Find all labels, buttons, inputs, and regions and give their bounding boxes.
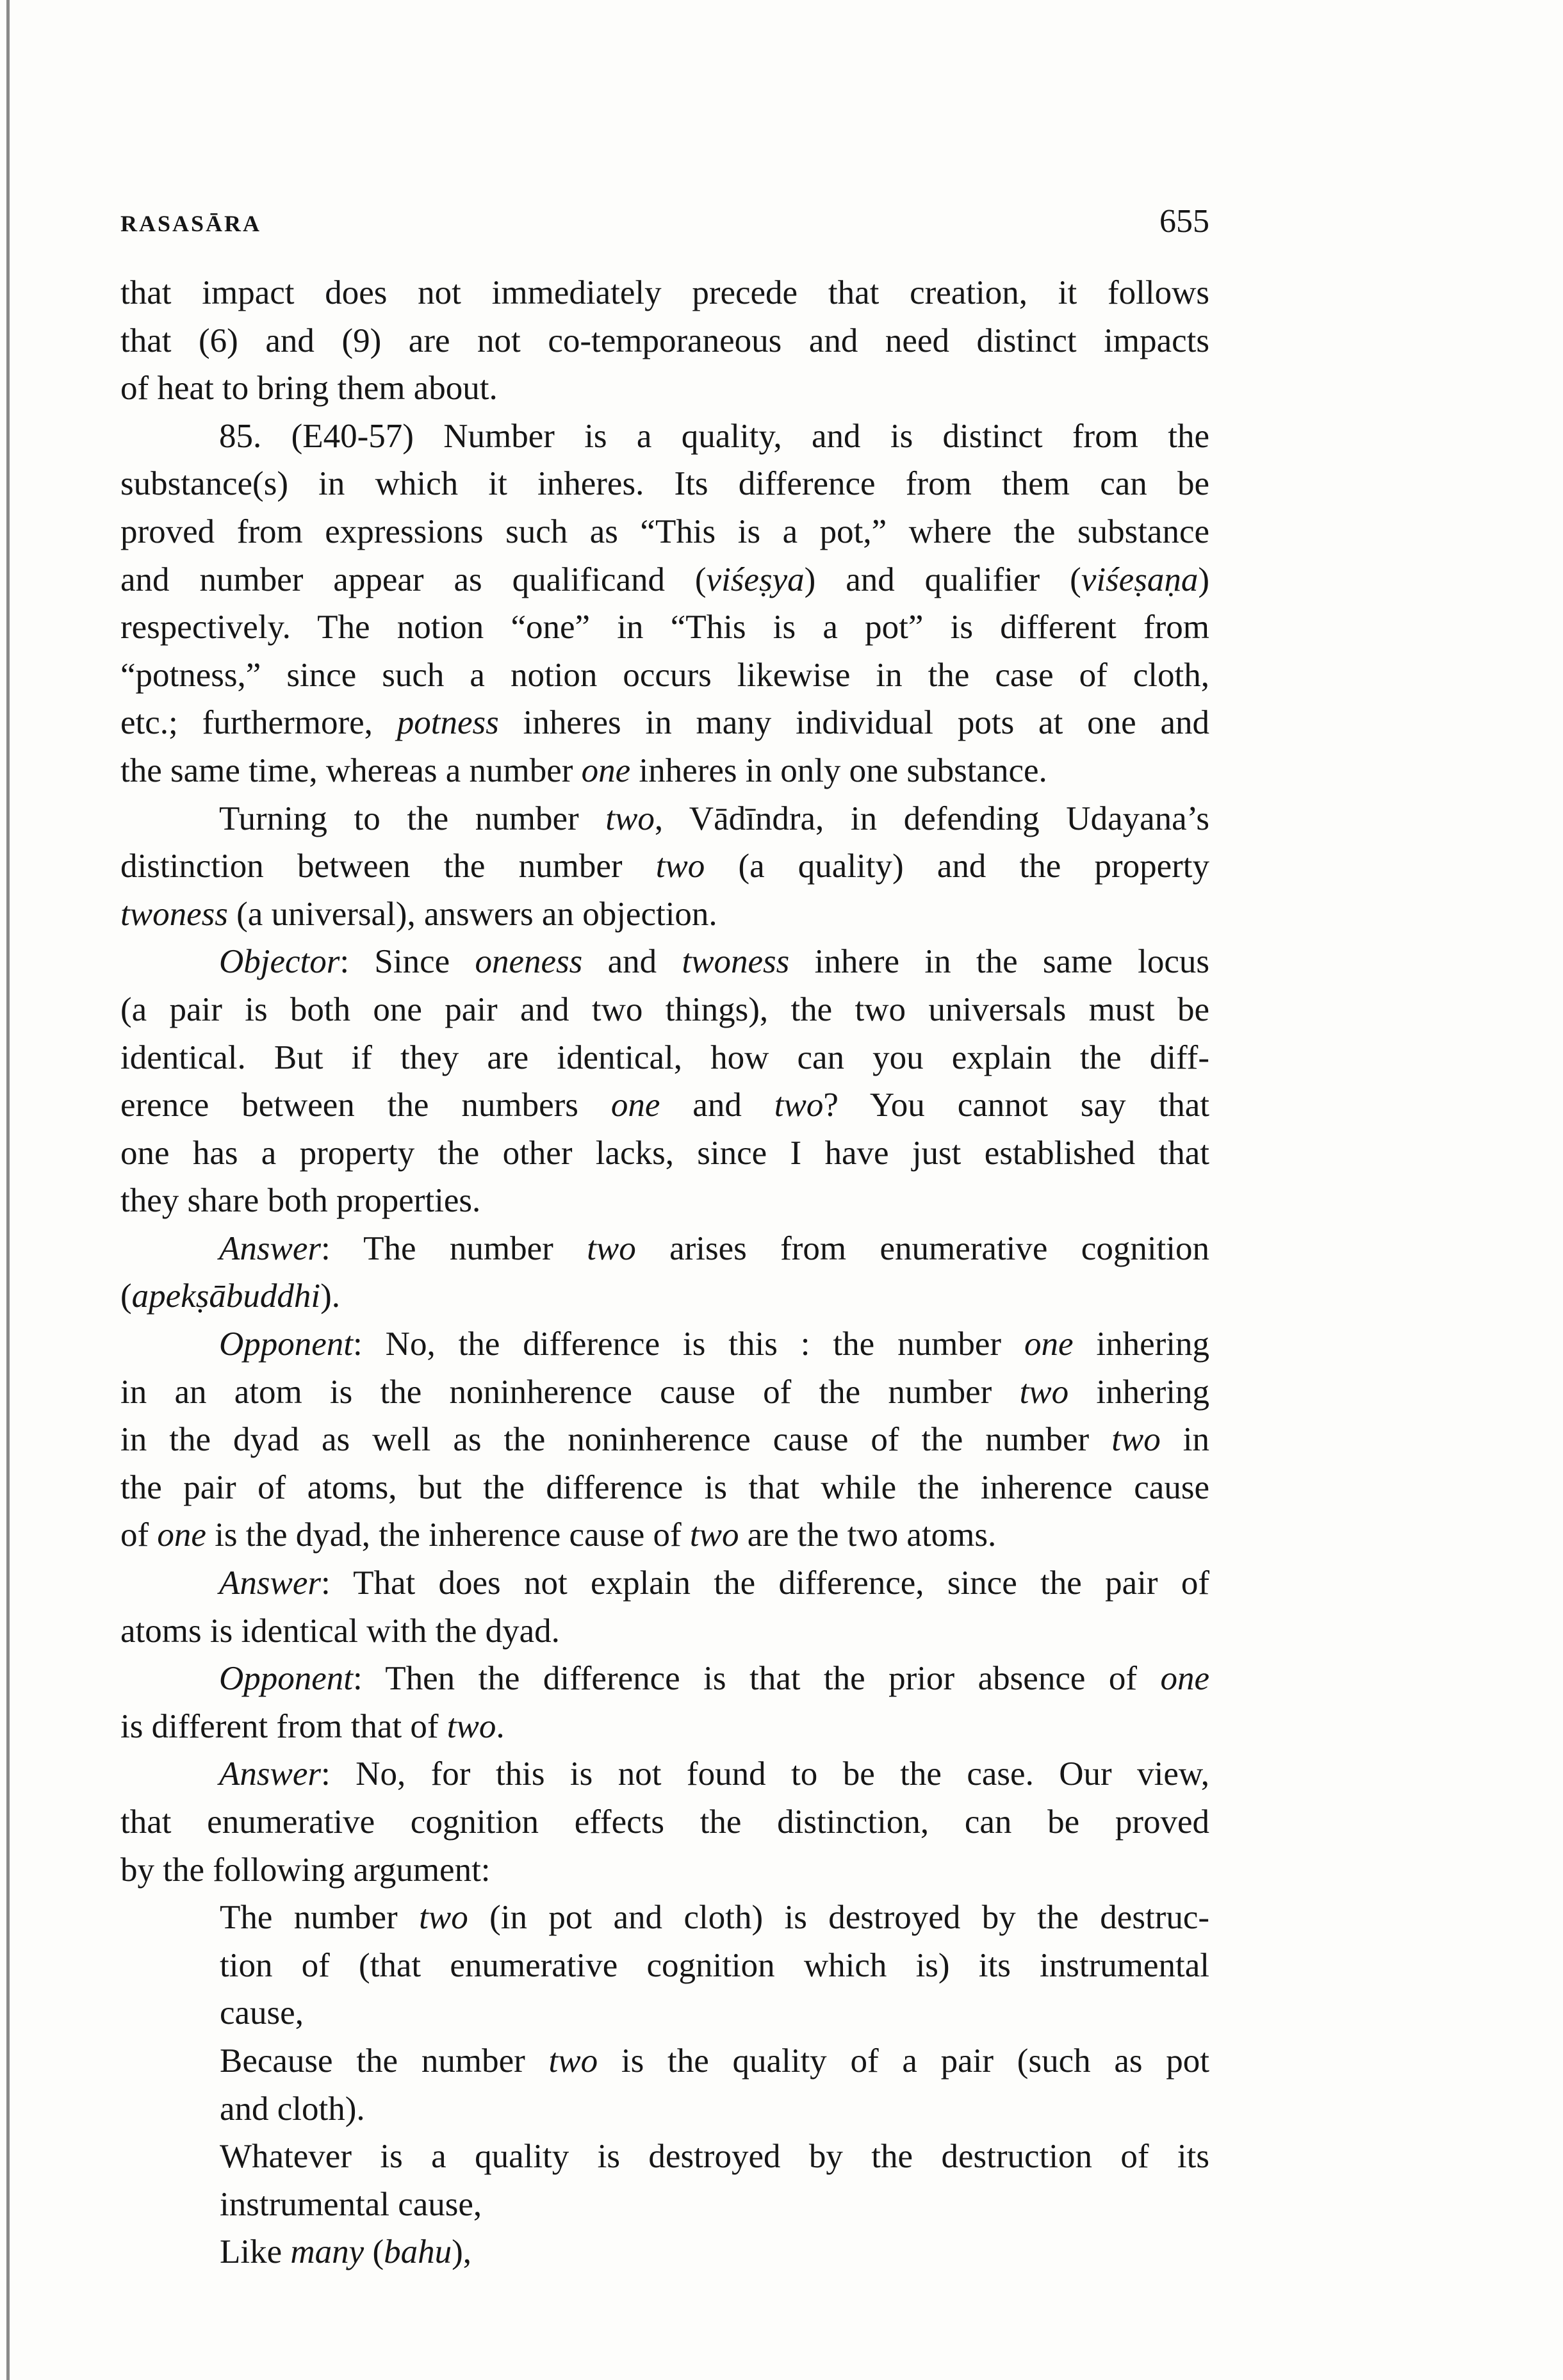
italic-term: two xyxy=(774,1087,824,1124)
text-segment: that (6) and (9) are not co-temporaneous and need distinct impacts xyxy=(120,322,1209,359)
text-segment: tion of (that enumerative cognition which is) its instrumental xyxy=(220,1946,1209,1984)
text-segment: and number appear as qualificand ( xyxy=(120,561,707,598)
text-line xyxy=(120,652,1209,700)
text-segment: (a quality) and the property xyxy=(705,848,1210,885)
text-line xyxy=(120,1511,1209,1559)
paragraph xyxy=(120,1750,1209,1894)
text-segment: inhering xyxy=(1068,1373,1209,1411)
text-line xyxy=(220,2085,1209,2133)
italic-term: two xyxy=(1019,1373,1069,1411)
italic-term: one xyxy=(581,751,631,789)
text-segment: ) and qualifier ( xyxy=(804,561,1081,598)
text-segment: in xyxy=(1160,1421,1209,1459)
italic-term: Opponent xyxy=(219,1325,354,1363)
italic-term: two xyxy=(1111,1421,1161,1459)
text-segment: ? You cannot say that xyxy=(823,1087,1209,1124)
text-line xyxy=(220,2037,1209,2085)
text-segment: of heat to bring them about. xyxy=(120,370,498,407)
paragraph xyxy=(120,795,1209,939)
italic-term: one xyxy=(1024,1325,1074,1363)
italic-term: two xyxy=(689,1516,739,1554)
text-line xyxy=(120,1607,1209,1655)
text-segment: is different from that of xyxy=(120,1707,447,1745)
text-segment: ). xyxy=(320,1277,340,1315)
text-segment: respectively. The notion “one” in “This is a pot” is different from xyxy=(120,609,1209,646)
text-segment: erence between the numbers xyxy=(120,1087,611,1124)
text-line xyxy=(220,1989,1209,2037)
italic-term: one xyxy=(157,1516,206,1554)
italic-term: two xyxy=(419,1899,468,1937)
text-line xyxy=(120,508,1209,556)
text-line xyxy=(120,1846,1209,1894)
text-line xyxy=(120,1272,1209,1320)
text-line xyxy=(120,413,1209,461)
text-line xyxy=(120,269,1209,317)
text-segment: that impact does not immediately precede that creation, it follows xyxy=(120,274,1209,311)
italic-term: two xyxy=(655,848,705,885)
text-segment: (a pair is both one pair and two things), the two universals must be xyxy=(120,990,1209,1028)
text-segment: by the following argument: xyxy=(120,1851,491,1889)
text-segment: of xyxy=(120,1516,158,1554)
text-line xyxy=(120,1225,1209,1273)
italic-term: Answer xyxy=(219,1229,321,1267)
text-segment: ( xyxy=(120,1277,132,1315)
italic-term: Answer xyxy=(219,1564,321,1602)
text-segment: inhering xyxy=(1073,1325,1210,1363)
text-line xyxy=(120,795,1209,843)
text-segment: ( xyxy=(364,2233,384,2271)
syllogism-step xyxy=(120,2037,1209,2133)
italic-term: one xyxy=(610,1087,660,1124)
text-line xyxy=(120,986,1209,1034)
italic-term: Objector xyxy=(219,943,340,981)
text-line xyxy=(120,556,1209,604)
italic-term: oneness xyxy=(475,943,583,981)
text-segment: substance(s) in which it inheres. Its difference from them can be xyxy=(120,465,1209,503)
text-line xyxy=(120,1655,1209,1703)
text-segment: identical. But if they are identical, how can you explain the diff- xyxy=(120,1038,1209,1076)
text-line xyxy=(120,842,1209,890)
text-segment: inheres in only one substance. xyxy=(630,751,1047,789)
italic-term: potness xyxy=(397,704,499,742)
text-segment: . xyxy=(496,1707,505,1745)
syllogism-step xyxy=(120,1894,1209,2037)
paragraph xyxy=(120,1655,1209,1750)
italic-term: two xyxy=(587,1229,636,1267)
italic-term: two xyxy=(548,2042,598,2080)
text-segment: proved from expressions such as “This is a pot,” where the substance xyxy=(120,513,1209,550)
text-segment: is the quality of a pair (such as pot xyxy=(598,2042,1209,2080)
italic-term: viśeṣaṇa xyxy=(1081,561,1199,598)
text-line xyxy=(220,1942,1209,1990)
italic-term: bahu xyxy=(384,2233,452,2271)
text-line xyxy=(120,317,1209,365)
text-segment: in an atom is the noninherence cause of the number xyxy=(120,1373,1020,1411)
text-line xyxy=(120,1416,1209,1464)
italic-term: twoness xyxy=(120,895,228,933)
italic-term: two xyxy=(605,800,655,837)
text-segment: : No, the difference is this : the number xyxy=(353,1325,1024,1363)
text-segment: that enumerative cognition effects the distinction, can be proved xyxy=(120,1803,1209,1841)
text-segment: cause, xyxy=(220,1994,304,2032)
italic-term: Answer xyxy=(219,1755,321,1793)
italic-term: viśeṣya xyxy=(706,561,805,598)
italic-term: apekṣābuddhi xyxy=(131,1277,321,1315)
text-line xyxy=(220,2228,1209,2276)
text-segment: instrumental cause, xyxy=(220,2185,482,2223)
text-line xyxy=(220,2133,1209,2181)
text-segment: one has a property the other lacks, since I have just established that xyxy=(120,1134,1209,1172)
text-segment: etc.; furthermore, xyxy=(120,704,397,742)
text-segment: the same time, whereas a number xyxy=(120,751,582,789)
running-head xyxy=(120,203,1209,245)
text-line xyxy=(120,365,1209,413)
text-line xyxy=(120,1034,1209,1082)
paragraph xyxy=(120,413,1209,795)
text-line xyxy=(120,1320,1209,1368)
paragraph xyxy=(120,938,1209,1225)
page-number: 655 xyxy=(1159,203,1209,240)
syllogism-step xyxy=(120,2228,1209,2276)
text-segment: “potness,” since such a notion occurs likewise in the case of cloth, xyxy=(120,656,1209,694)
text-line xyxy=(120,603,1209,652)
text-segment: ), xyxy=(452,2233,471,2271)
text-line xyxy=(120,1703,1209,1751)
text-segment: : The number xyxy=(321,1229,587,1267)
text-segment: atoms is identical with the dyad. xyxy=(120,1612,560,1650)
text-line xyxy=(120,1750,1209,1798)
text-line xyxy=(120,890,1209,939)
running-title: RASASĀRA xyxy=(120,211,262,236)
text-segment: : Then the difference is that the prior absence of xyxy=(353,1660,1161,1698)
paragraph xyxy=(120,1320,1209,1559)
paragraph xyxy=(120,1559,1209,1655)
text-line xyxy=(220,2181,1209,2229)
text-line xyxy=(120,938,1209,986)
text-segment: Turning to the number xyxy=(219,800,606,837)
text-segment: ) xyxy=(1198,561,1209,598)
text-line xyxy=(120,1368,1209,1416)
text-segment: they share both properties. xyxy=(120,1182,481,1220)
text-segment: : No, for this is not found to be the case. Our view, xyxy=(321,1755,1209,1793)
text-line xyxy=(120,1464,1209,1512)
text-line xyxy=(120,1129,1209,1178)
paragraph xyxy=(120,1225,1209,1320)
text-segment: in the dyad as well as the noninherence cause of the number xyxy=(120,1421,1112,1459)
text-segment: arises from enumerative cognition xyxy=(635,1229,1209,1267)
text-line xyxy=(120,1798,1209,1846)
text-segment: 85. (E40-57) Number is a quality, and is distinct from the xyxy=(219,417,1209,455)
italic-term: twoness xyxy=(682,943,790,981)
text-line xyxy=(120,747,1209,795)
text-line xyxy=(220,1894,1209,1942)
text-segment: The number xyxy=(220,1899,420,1937)
text-segment: inhere in the same locus xyxy=(789,943,1210,981)
text-line xyxy=(120,1177,1209,1225)
text-segment: (in pot and cloth) is destroyed by the destruc- xyxy=(468,1899,1210,1937)
syllogism-step xyxy=(120,2133,1209,2228)
text-segment: the pair of atoms, but the difference is that while the inherence cause xyxy=(120,1468,1209,1506)
text-segment: and xyxy=(660,1087,774,1124)
italic-term: two xyxy=(446,1707,496,1745)
italic-term: Opponent xyxy=(219,1660,354,1698)
text-segment: are the two atoms. xyxy=(739,1516,997,1554)
text-segment: inheres in many individual pots at one and xyxy=(498,704,1210,742)
text-line xyxy=(120,699,1209,747)
text-segment: Because the number xyxy=(220,2042,549,2080)
text-segment: (a universal), answers an objection. xyxy=(227,895,717,933)
text-segment: is the dyad, the inherence cause of xyxy=(206,1516,690,1554)
italic-term: one xyxy=(1160,1660,1209,1698)
paragraph xyxy=(120,269,1209,413)
text-segment: distinction between the number xyxy=(120,848,656,885)
text-segment: Like xyxy=(220,2233,291,2271)
text-segment: : Since xyxy=(340,943,475,981)
text-segment: Whatever is a quality is destroyed by the destruction of its xyxy=(220,2138,1209,2176)
text-segment: and cloth). xyxy=(220,2090,365,2128)
body-text xyxy=(120,269,1209,2276)
text-line xyxy=(120,1559,1209,1607)
text-line xyxy=(120,460,1209,508)
italic-term: many xyxy=(290,2233,364,2271)
text-segment: : That does not explain the difference, since the pair of xyxy=(321,1564,1209,1602)
text-line xyxy=(120,1081,1209,1129)
text-segment: , Vādīndra, in defending Udayana’s xyxy=(654,800,1209,837)
text-segment: and xyxy=(582,943,682,981)
page-edge-shadow xyxy=(6,0,10,2380)
